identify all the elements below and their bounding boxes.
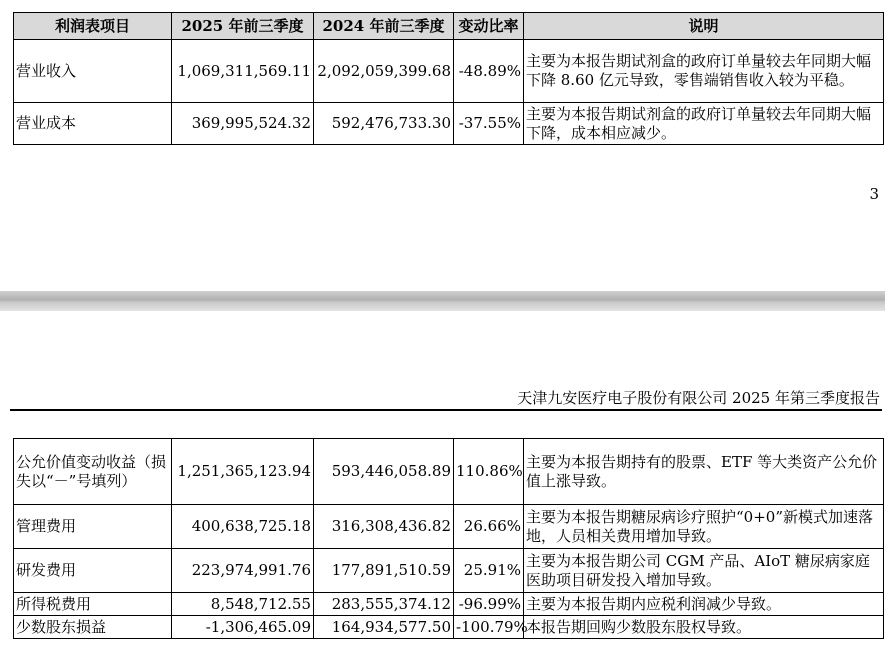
table-header-row	[14, 13, 884, 40]
row-2024: 592,476,733.30	[314, 103, 454, 145]
header-2024: 2024 年前三季度	[314, 13, 454, 40]
table-row	[14, 505, 884, 549]
row-item: 少数股东损益	[14, 616, 172, 639]
row-ratio: 25.91%	[454, 549, 524, 593]
row-2025: 400,638,725.18	[172, 505, 314, 549]
row-ratio: -100.79%	[454, 616, 524, 639]
row-2025: 369,995,524.32	[172, 103, 314, 145]
row-2025: 223,974,991.76	[172, 549, 314, 593]
row-note: 主要为本报告期内应税利润减少导致。	[524, 593, 884, 616]
table-row	[14, 593, 884, 616]
row-item: 所得税费用	[14, 593, 172, 616]
table-row	[14, 549, 884, 593]
report-header: 天津九安医疗电子股份有限公司 2025 年第三季度报告	[517, 389, 880, 407]
row-2024: 593,446,058.89	[314, 439, 454, 505]
table-row	[14, 439, 884, 505]
row-note: 主要为本报告期试剂盒的政府订单量较去年同期大幅下降 8.60 亿元导致，零售端销售收入较为平稳。	[524, 40, 884, 103]
row-ratio: 26.66%	[454, 505, 524, 549]
row-2025: -1,306,465.09	[172, 616, 314, 639]
row-ratio: 110.86%	[454, 439, 524, 505]
header-rule	[10, 409, 882, 411]
page-number: 3	[869, 185, 879, 203]
row-2024: 177,891,510.59	[314, 549, 454, 593]
table-row	[14, 616, 884, 639]
row-item: 公允价值变动收益（损失以“－”号填列）	[14, 439, 172, 505]
profit-table-bottom	[13, 438, 884, 639]
row-2025: 1,251,365,123.94	[172, 439, 314, 505]
header-2025: 2025 年前三季度	[172, 13, 314, 40]
row-item: 营业收入	[14, 40, 172, 103]
row-note: 主要为本报告期公司 CGM 产品、AIoT 糖尿病家庭医助项目研发投入增加导致。	[524, 549, 884, 593]
row-note: 主要为本报告期持有的股票、ETF 等大类资产公允价值上涨导致。	[524, 439, 884, 505]
table-row	[14, 40, 884, 103]
row-item: 管理费用	[14, 505, 172, 549]
row-2024: 316,308,436.82	[314, 505, 454, 549]
row-2024: 164,934,577.50	[314, 616, 454, 639]
profit-table-top	[13, 12, 884, 145]
row-item: 研发费用	[14, 549, 172, 593]
header-note: 说明	[524, 13, 884, 40]
table-row	[14, 103, 884, 145]
row-note: 主要为本报告期试剂盒的政府订单量较去年同期大幅下降，成本相应减少。	[524, 103, 884, 145]
page-break-separator	[0, 291, 885, 311]
row-2025: 1,069,311,569.11	[172, 40, 314, 103]
row-note: 本报告期回购少数股东股权导致。	[524, 616, 884, 639]
row-ratio: -48.89%	[454, 40, 524, 103]
header-ratio: 变动比率	[454, 13, 524, 40]
header-item: 利润表项目	[14, 13, 172, 40]
row-2025: 8,548,712.55	[172, 593, 314, 616]
row-note: 主要为本报告期糖尿病诊疗照护“0+0”新模式加速落地，人员相关费用增加导致。	[524, 505, 884, 549]
row-item: 营业成本	[14, 103, 172, 145]
row-ratio: -96.99%	[454, 593, 524, 616]
row-ratio: -37.55%	[454, 103, 524, 145]
row-2024: 283,555,374.12	[314, 593, 454, 616]
row-2024: 2,092,059,399.68	[314, 40, 454, 103]
